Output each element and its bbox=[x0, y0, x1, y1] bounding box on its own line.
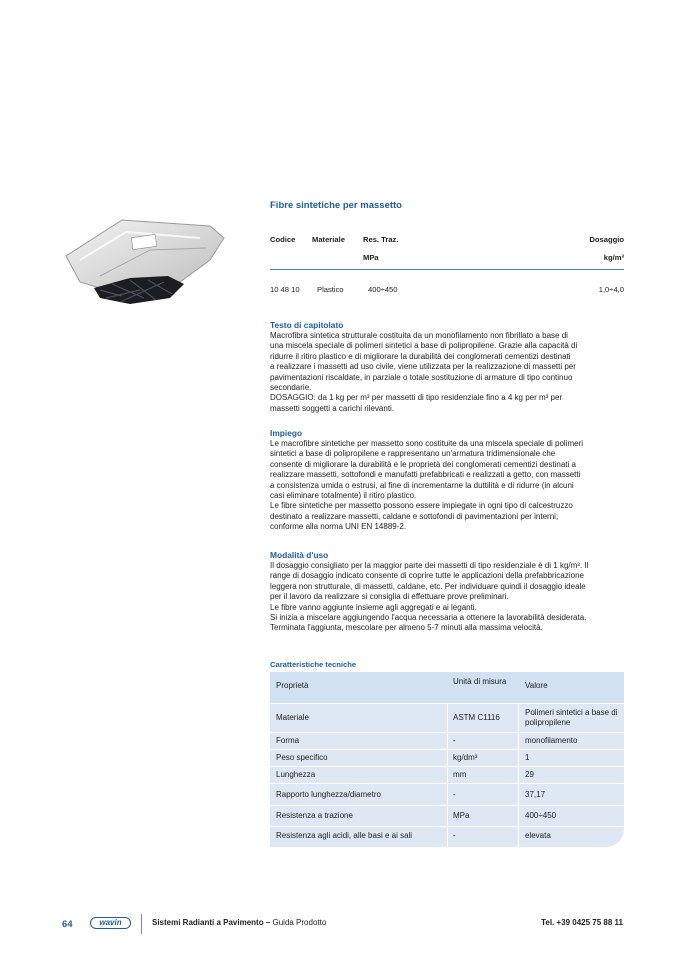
tech-table bbox=[270, 672, 624, 847]
spec-unit-dosaggio: kg/m³ bbox=[603, 253, 624, 262]
footer-divider bbox=[141, 914, 142, 934]
spec-restraz: 400÷450 bbox=[368, 285, 398, 294]
footer-phone: Tel. +39 0425 75 88 11 bbox=[541, 918, 623, 927]
tech-header-value: Valore bbox=[525, 681, 548, 690]
table-row: Forma - monofilamento bbox=[270, 733, 624, 750]
tech-header-row bbox=[270, 672, 624, 704]
modalita-text: Il dosaggio consigliato per la maggior parte dei massetti di tipo residenziale è di 1 kg/m³. Il range di dosaggio indicato consente di coprire tutte le applicazioni della prefabbricazione leggera non strutturale, di massetti, caldane, etc. Per individuare quindi il dosaggio ideale per il lavoro da realizzare si consiglia di effettuare prove preliminari. Le fibre vanno aggiunte insieme agli aggregati e ai leganti. Si inizia a miscelare aggiungendo l'acqua necessaria a ottenere la lavorabilità desiderata. Terminata l'aggiunta, mescolare per almeno 5-7 minuti alla massima velocità. bbox=[270, 561, 589, 633]
product-title: Fibre sintetiche per massetto bbox=[270, 200, 402, 211]
table-row: Rapporto lunghezza/diametro - 37,17 bbox=[270, 784, 624, 806]
table-row: Resistenza a trazione MPa 400÷450 bbox=[270, 806, 624, 827]
spec-header-codice: Codice bbox=[270, 235, 296, 244]
tech-header-unit: Unità di misura bbox=[453, 677, 507, 686]
table-row: Materiale ASTM C1116 Polimeri sintetici a base di polipropilene bbox=[270, 704, 624, 733]
tech-title: Caratteristiche tecniche bbox=[270, 660, 357, 669]
table-row: Lunghezza mm 29 bbox=[270, 767, 624, 784]
page-number: 64 bbox=[62, 919, 73, 930]
fiber-bag-icon bbox=[60, 198, 238, 322]
spec-header-materiale: Materiale bbox=[312, 235, 345, 244]
wavin-logo: wavin bbox=[90, 917, 131, 929]
impiego-text: Le macrofibre sintetiche per massetto sono costituite da una miscela speciale di polimeri sintetici a base di polipropilene e rappresentano un'armatura tridimensionale che consente di migliorare la durabilità e le proprietà dei conglomerati cementizi destinati a realizzare massetti, sottofondi e manufatti prefabbricati e realizzati a getto, con massetti a consistenza umida o estrusi, al fine di incrementarne la duttilità e di ridurre (in alcuni casi eliminare totalmente) il ritiro plastico. Le fibre sintetiche per massetto possono essere impiegate in ogni tipo di calcestruzzo destinato a realizzare massetti, caldane e sottofondi di pavimentazioni per interni; conforme alla norma UNI EN 14889-2. bbox=[270, 439, 584, 532]
spec-row bbox=[270, 270, 624, 296]
modalita-heading: Modalità d'uso bbox=[270, 550, 329, 560]
table-row: Resistenza agli acidi, alle basi e ai sali - elevata bbox=[276, 831, 551, 840]
spec-codice: 10 48 10 bbox=[270, 285, 300, 294]
table-row: Peso specifico kg/dm³ 1 bbox=[270, 750, 624, 767]
spec-unit-restraz: MPa bbox=[363, 253, 379, 262]
spec-header-restraz: Res. Traz. bbox=[363, 235, 399, 244]
capitolato-heading: Testo di capitolato bbox=[270, 320, 344, 330]
spec-materiale: Plastico bbox=[317, 285, 344, 294]
footer-title: Sistemi Radianti a Pavimento – Guida Prodotto bbox=[152, 918, 327, 927]
spec-header-dosaggio: Dosaggio bbox=[589, 235, 624, 244]
tech-header-property: Proprietà bbox=[276, 681, 309, 690]
impiego-heading: Impiego bbox=[270, 428, 303, 438]
spec-table bbox=[270, 235, 624, 296]
spec-dosaggio: 1,0÷4,0 bbox=[598, 285, 624, 294]
capitolato-text: Macrofibra sintetica strutturale costituita da un monofilamento non fibrillato a base di una miscela speciale di polimeri sintetici a base di polipropilene. Grazie alla capacità di ridurre il ritiro plastico e di migliorare la durabilità dei conglomerati cementizi destinati a realizzare i massetti ad uso civile, viene utilizzata per la realizzazione di massetti per pavimentazioni riscaldate, in parziale o totale sostituzione di armature di tipo continuo secondarie. DOSAGGIO: da 1 kg per m³ per massetti di tipo residenziale fino a 4 kg per m³ per massetti soggetti a carichi rilevanti. bbox=[270, 331, 578, 413]
